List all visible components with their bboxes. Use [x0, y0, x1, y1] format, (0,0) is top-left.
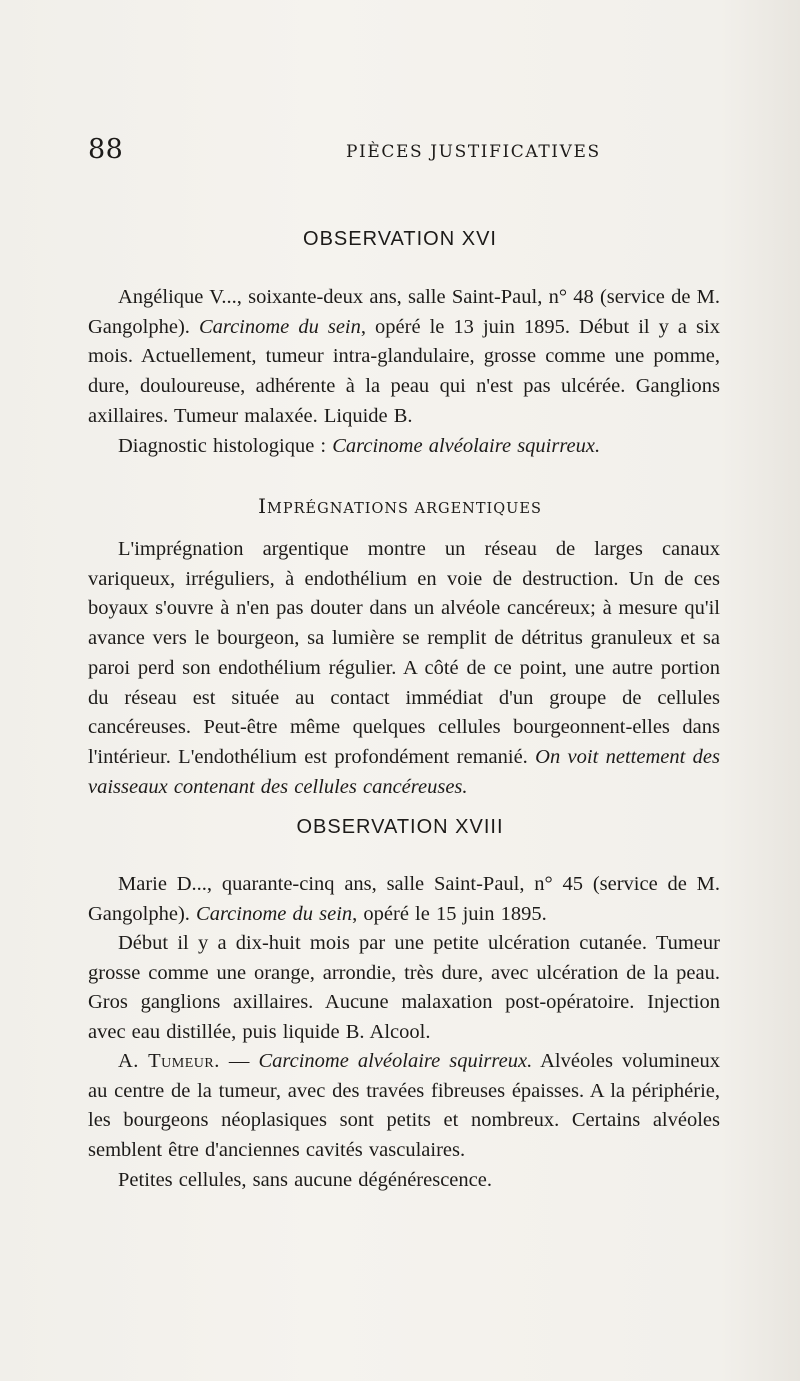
petites-cellules-text: Petites cellules, sans aucune dégénérescence.: [118, 1169, 492, 1191]
tumeur-label: A. Tumeur.: [118, 1050, 220, 1072]
obs18-intro-text: Marie D..., quarante-cinq ans, salle Saint-Paul, n° 45 (service de M. Gangolphe).: [88, 873, 720, 925]
impregnation-conclusion: On voit nettement des vaisseaux contenant des cellules cancéreuses.: [88, 745, 721, 798]
observation-16-intro: [88, 283, 720, 432]
observation-18-title: OBSERVATION XVIII: [296, 816, 504, 838]
obs16-intro-text: Angélique V..., soixante-deux ans, salle Saint-Paul, n° 48 (service de M. Gangolphe).: [88, 286, 720, 338]
tumeur-diagnosis: Carcinome alvéolaire squirreux.: [258, 1050, 533, 1072]
obs18-debut-text: Début il y a dix-huit mois par une petite ulcération cutanée. Tumeur grosse comme une orange, arrondie, très dure, avec ulcération de la peau. Gros ganglions axillaires. Aucune malaxation post-opératoire. Injection avec eau distillée, puis liquide B. Alcool.: [88, 932, 720, 1044]
page-number: 88: [88, 134, 124, 165]
impregnation-paragraph: [88, 535, 720, 802]
obs16-intro-rest: , opéré le 13 juin 1895. Début il y a six mois. Actuellement, tumeur intra-glandulaire, grosse comme une pomme, dure, douloureuse, adhérente à la peau qui n'est pas ulcérée. Ganglions axillaires. Tumeur malaxée. Liquide B.: [88, 315, 720, 427]
observation-16-diagnostic: [88, 432, 720, 462]
diagnostic-label: Diagnostic histologique :: [118, 435, 333, 457]
tumeur-text: Alvéoles volumineux au centre de la tumeur, avec des travées fibreuses épaisses. A la périphérie, les bourgeons néoplasiques sont petits et nombreux. Certains alvéoles semblent être d'anciennes cavités vasculaires.: [88, 1050, 720, 1162]
obs16-intro-diagnosis: Carcinome du sein: [198, 315, 361, 338]
impregnation-text: L'imprégnation argentique montre un réseau de larges canaux variqueux, irréguliers, à endothélium en voie de destruction. Un de ces boyaux s'ouvre à n'en pas douter dans un alvéole cancéreux; à mesure qu'il avance vers le bourgeon, sa lumière se remplit de détritus granuleux et sa paroi perd son endothélium régulier. A côté de ce point, une autre portion du réseau est située au contact immédiat d'un groupe de cellules cancéreuses. Peut-être même quelques cellules bourgeonnent-elles dans l'intérieur. L'endothélium est profondément remanié.: [88, 538, 720, 768]
running-title: PIÈCES JUSTIFICATIVES: [346, 142, 601, 162]
obs18-intro-diagnosis: Carcinome du sein: [196, 902, 353, 925]
section-heading-impregnations: [0, 494, 800, 518]
diagnostic-value: Carcinome alvéolaire squirreux.: [332, 435, 601, 457]
observation-18-debut: [88, 929, 720, 1048]
section-heading-rest: MPRÉGNATIONS ARGENTIQUES: [267, 501, 542, 517]
running-head: [88, 134, 708, 174]
observation-16-title: OBSERVATION XVI: [303, 228, 497, 250]
obs18-intro-end: , opéré le 15 juin 1895.: [352, 902, 547, 925]
section-heading-initial: I: [258, 494, 268, 518]
observation-18-tumeur: [88, 1047, 720, 1166]
observation-18-intro: [88, 870, 720, 929]
observation-18-petites-cellules: [88, 1166, 720, 1196]
tumeur-dash: —: [219, 1050, 259, 1072]
